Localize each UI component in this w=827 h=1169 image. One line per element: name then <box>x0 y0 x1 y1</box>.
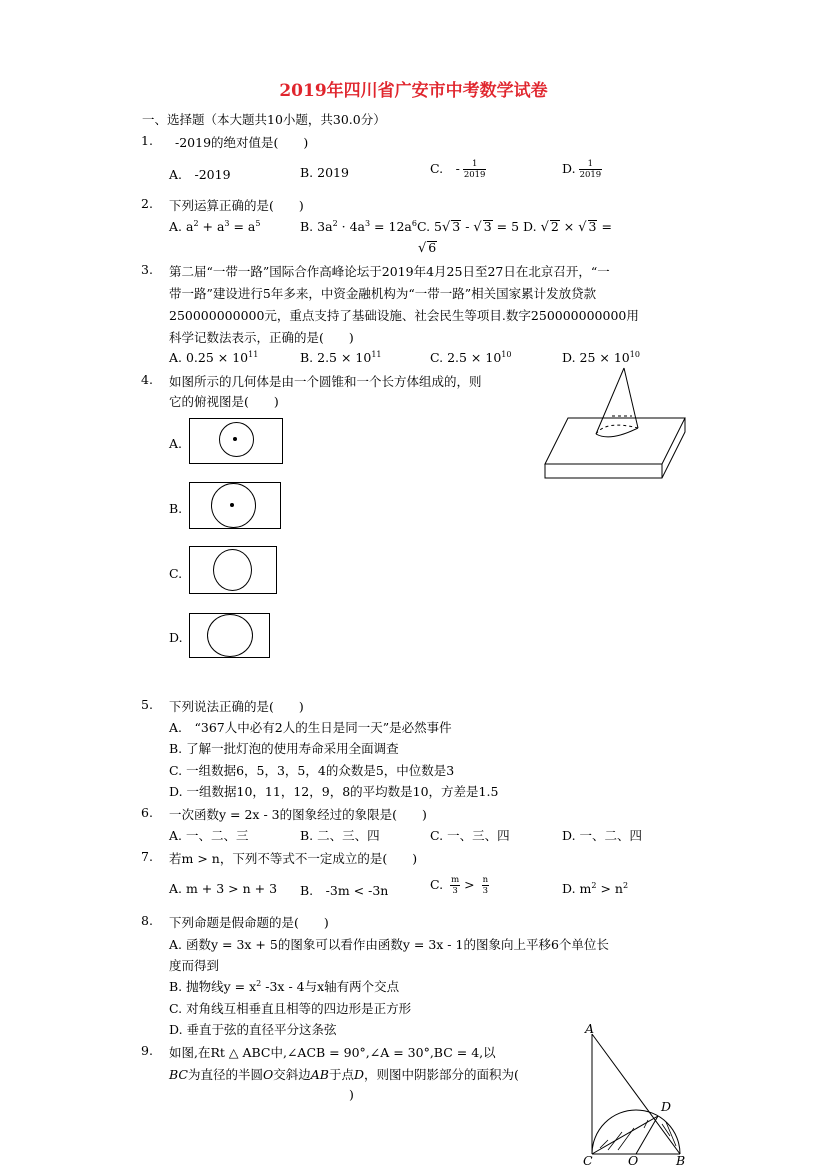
q3-c-text: C. 2.5 × 10 <box>430 350 502 365</box>
q2-d-radicand-1: 2 <box>550 219 559 234</box>
q9-triangle-figure <box>578 1020 690 1169</box>
q2-d-times: × <box>559 219 579 234</box>
q2-b-eq: = 12a <box>370 219 412 234</box>
q8-b-exp: 2 <box>256 979 262 988</box>
q8-b-text: B. 抛物线y = x <box>169 979 257 994</box>
q8-b-rest: -3x - 4与x轴有两个交点 <box>261 979 400 994</box>
q3-number: 3. <box>141 262 153 277</box>
q9-text-c: 于点 <box>328 1067 354 1082</box>
q2-c-eq: = 5 <box>492 219 520 234</box>
q2-b-exp2: 3 <box>364 219 371 228</box>
q6-option-d: D. 一、二、四 <box>562 828 643 843</box>
q9-bc: BC <box>169 1067 188 1082</box>
q5-option-c: C. 一组数据6，5，3，5，4的众数是5，中位数是3 <box>169 763 455 778</box>
q2-option-b <box>300 219 612 235</box>
cone-right-edge <box>624 368 638 428</box>
q1-option-c <box>430 159 486 180</box>
q9-label-o: O <box>628 1153 639 1168</box>
q8-option-c: C. 对角线互相垂直且相等的四边形是正方形 <box>169 1001 412 1016</box>
q2-c-radicand-1: 3 <box>452 219 461 234</box>
q6-option-b: B. 二、三、四 <box>300 828 380 843</box>
q8-stem: 下列命题是假命题的是( ) <box>169 915 329 930</box>
q2-number: 2. <box>141 196 153 211</box>
q4-number: 4. <box>141 372 153 387</box>
q2-d-radicand-2: 3 <box>588 219 597 234</box>
q6-option-c: C. 一、三、四 <box>430 828 510 843</box>
q3-line-1: 第二届“一带一路”国际合作高峰论坛于2019年4月25日至27日在北京召开，“一 <box>169 264 610 279</box>
q2-d-label: D. <box>523 219 537 234</box>
q4-option-a-center-dot <box>233 437 237 441</box>
section-heading: 一、选择题（本大题共10小题，共30.0分） <box>142 112 386 127</box>
q2-b-mid: · 4a <box>337 219 365 234</box>
q9-line-1: 如图,在Rt △ ABC中,∠ACB = 90°,∠A = 30°,BC = 4,以 <box>169 1045 496 1060</box>
q9-line-2 <box>169 1065 519 1083</box>
q4-line-2: 它的俯视图是( ) <box>169 394 279 409</box>
q4-option-c-circle <box>213 549 252 591</box>
q1-d-numerator: 1 <box>579 159 603 170</box>
q7-c-fraction-m <box>450 875 460 896</box>
q2-c-coef: 5 <box>434 219 442 234</box>
q7-option-c <box>430 875 489 896</box>
q7-option-b: B. -3m < -3n <box>300 883 389 898</box>
q2-a-label: A. <box>169 219 183 234</box>
q1-d-fraction <box>579 159 603 180</box>
side-ab <box>592 1034 680 1154</box>
q9-text-a: 为直径的半圆 <box>187 1067 263 1082</box>
q2-d-eq: = <box>597 219 612 234</box>
q2-a-exp3: 5 <box>255 219 261 228</box>
q5-option-d: D. 一组数据10，11，12，9，8的平均数是10，方差是1.5 <box>169 784 499 799</box>
q7-c-den-m: 3 <box>452 886 458 896</box>
q9-label-a: A <box>585 1021 595 1036</box>
q9-o: O <box>263 1067 274 1082</box>
q7-d-exp2: 2 <box>622 881 629 890</box>
q1-stem: -2019的绝对值是( ) <box>175 135 309 150</box>
q9-label-c: C <box>583 1153 593 1168</box>
q2-b-exp1: 2 <box>332 219 338 228</box>
q7-c-fraction-n <box>482 875 489 896</box>
q2-b-exp3: 6 <box>411 219 417 228</box>
page-title: 2019年四川省广安市中考数学试卷 <box>279 81 548 101</box>
q1-option-d <box>562 159 602 180</box>
q3-a-exp: 11 <box>248 350 259 359</box>
q3-c-exp: 10 <box>501 350 512 359</box>
q2-a-term1: a <box>186 219 194 234</box>
q4-solid-figure <box>540 360 690 485</box>
q8-number: 8. <box>141 913 153 928</box>
q2-a-exp1: 2 <box>193 219 199 228</box>
q3-a-text: A. 0.25 × 10 <box>169 350 249 365</box>
semicircle <box>592 1110 680 1154</box>
q3-option-c <box>430 350 511 365</box>
cone-base-front <box>596 428 638 437</box>
q5-option-a: A. “367人中必有2人的生日是同一天”是必然事件 <box>169 720 452 735</box>
q2-c-radical-1: √ <box>441 220 451 235</box>
q4-option-b-label: B. <box>169 501 183 516</box>
q4-line-1: 如图所示的几何体是由一个圆锥和一个长方体组成的，则 <box>169 374 482 389</box>
cuboid-sides <box>545 418 685 478</box>
q6-number: 6. <box>141 805 153 820</box>
q2-d-radical-3: √ <box>418 241 427 256</box>
q1-d-denominator: 2019 <box>579 170 602 180</box>
q3-line-3: 250000000000元，重点支持了基础设施、社会民生等项目.数字250000000000用 <box>169 308 639 323</box>
q3-line-4: 科学记数法表示，正确的是( ) <box>169 330 354 345</box>
q5-stem: 下列说法正确的是( ) <box>169 699 304 714</box>
q6-option-a: A. 一、二、三 <box>169 828 249 843</box>
q7-option-d <box>562 881 628 896</box>
q2-option-a <box>169 219 260 234</box>
q5-number: 5. <box>141 697 153 712</box>
q9-line-3: ) <box>349 1087 354 1102</box>
q1-number: 1. <box>141 133 153 148</box>
q9-text-d: ，则图中阴影部分的面积为( <box>364 1067 519 1082</box>
q8-option-b <box>169 977 399 995</box>
q1-option-a: A. -2019 <box>169 167 231 182</box>
q2-d-radicand-3: 6 <box>428 240 437 255</box>
q6-stem: 一次函数y = 2x - 3的图象经过的象限是( ) <box>169 807 427 822</box>
q1-option-d-label: D. <box>562 161 576 176</box>
q9-label-d: D <box>661 1099 672 1114</box>
q8-option-a-line2: 度而得到 <box>169 958 220 973</box>
q1-option-b: B. 2019 <box>300 165 349 180</box>
q2-d-radical-2: √ <box>578 220 587 235</box>
q2-b-term1: 3a <box>317 219 333 234</box>
q3-b-exp: 11 <box>371 350 382 359</box>
q7-c-gt: > <box>460 877 479 892</box>
q9-text-b: 交斜边 <box>273 1067 311 1082</box>
q4-option-d-circle <box>207 614 253 657</box>
q7-number: 7. <box>141 849 153 864</box>
q2-a-eq: = a <box>229 219 256 234</box>
q2-d-radical-1: √ <box>540 220 549 235</box>
q7-option-a: A. m + 3 > n + 3 <box>169 881 278 896</box>
q7-c-num-n: n <box>482 875 489 885</box>
q2-a-plus: + a <box>198 219 225 234</box>
q3-b-text: B. 2.5 × 10 <box>300 350 372 365</box>
q2-c-label: C. <box>416 219 431 234</box>
q2-c-radical-2: √ <box>473 220 482 235</box>
q7-c-label: C. <box>430 877 444 892</box>
q3-d-exp: 10 <box>629 350 640 359</box>
q5-option-b: B. 了解一批灯泡的使用寿命采用全面调查 <box>169 741 399 756</box>
q2-c-minus: - <box>461 219 474 234</box>
q3-line-2: 带一路”建设进行5年多来，中资金融机构为“一带一路”相关国家累计发放贷款 <box>169 286 597 301</box>
q3-option-a <box>169 350 258 365</box>
q3-d-text: D. 25 × 10 <box>562 350 630 365</box>
q7-c-den-n: 3 <box>482 886 489 896</box>
q1-c-denominator: 2019 <box>463 170 486 180</box>
segment-cd <box>592 1116 658 1154</box>
q4-option-c-label: C. <box>169 566 183 581</box>
q1-c-numerator: 1 <box>463 159 487 170</box>
cuboid-top-face <box>545 418 685 464</box>
q3-option-b <box>300 350 382 365</box>
cone-base-back <box>596 425 638 434</box>
q9-d: D <box>354 1067 365 1082</box>
q2-c-radicand-2: 3 <box>483 219 492 234</box>
q7-d-exp: 2 <box>591 881 597 890</box>
q9-ab: AB <box>310 1067 329 1082</box>
q7-stem: 若m > n，下列不等式不一定成立的是( ) <box>169 851 418 866</box>
q9-number: 9. <box>141 1043 153 1058</box>
q2-a-exp2: 3 <box>224 219 230 228</box>
q4-option-b-center-dot <box>230 503 234 507</box>
q4-option-a-label: A. <box>169 436 183 451</box>
cone-left-edge <box>596 368 624 434</box>
q2-stem: 下列运算正确的是( ) <box>169 198 304 213</box>
q7-d-text: D. m <box>562 881 592 896</box>
q2-b-label: B. <box>300 219 314 234</box>
q1-c-fraction <box>463 159 487 180</box>
q2-option-d-result <box>418 240 437 256</box>
q9-label-b: B <box>676 1153 686 1168</box>
q1-option-c-label: C. - <box>430 161 460 176</box>
q7-d-gt: > n <box>596 881 623 896</box>
shading-hatches <box>600 1120 676 1150</box>
q8-option-a-line1: A. 函数y = 3x + 5的图象可以看作由函数y = 3x - 1的图象向上平移6个单位长 <box>169 937 609 952</box>
q4-option-d-label: D. <box>169 630 183 645</box>
q7-c-num-m: m <box>451 875 460 885</box>
q8-option-d: D. 垂直于弦的直径平分这条弦 <box>169 1022 337 1037</box>
